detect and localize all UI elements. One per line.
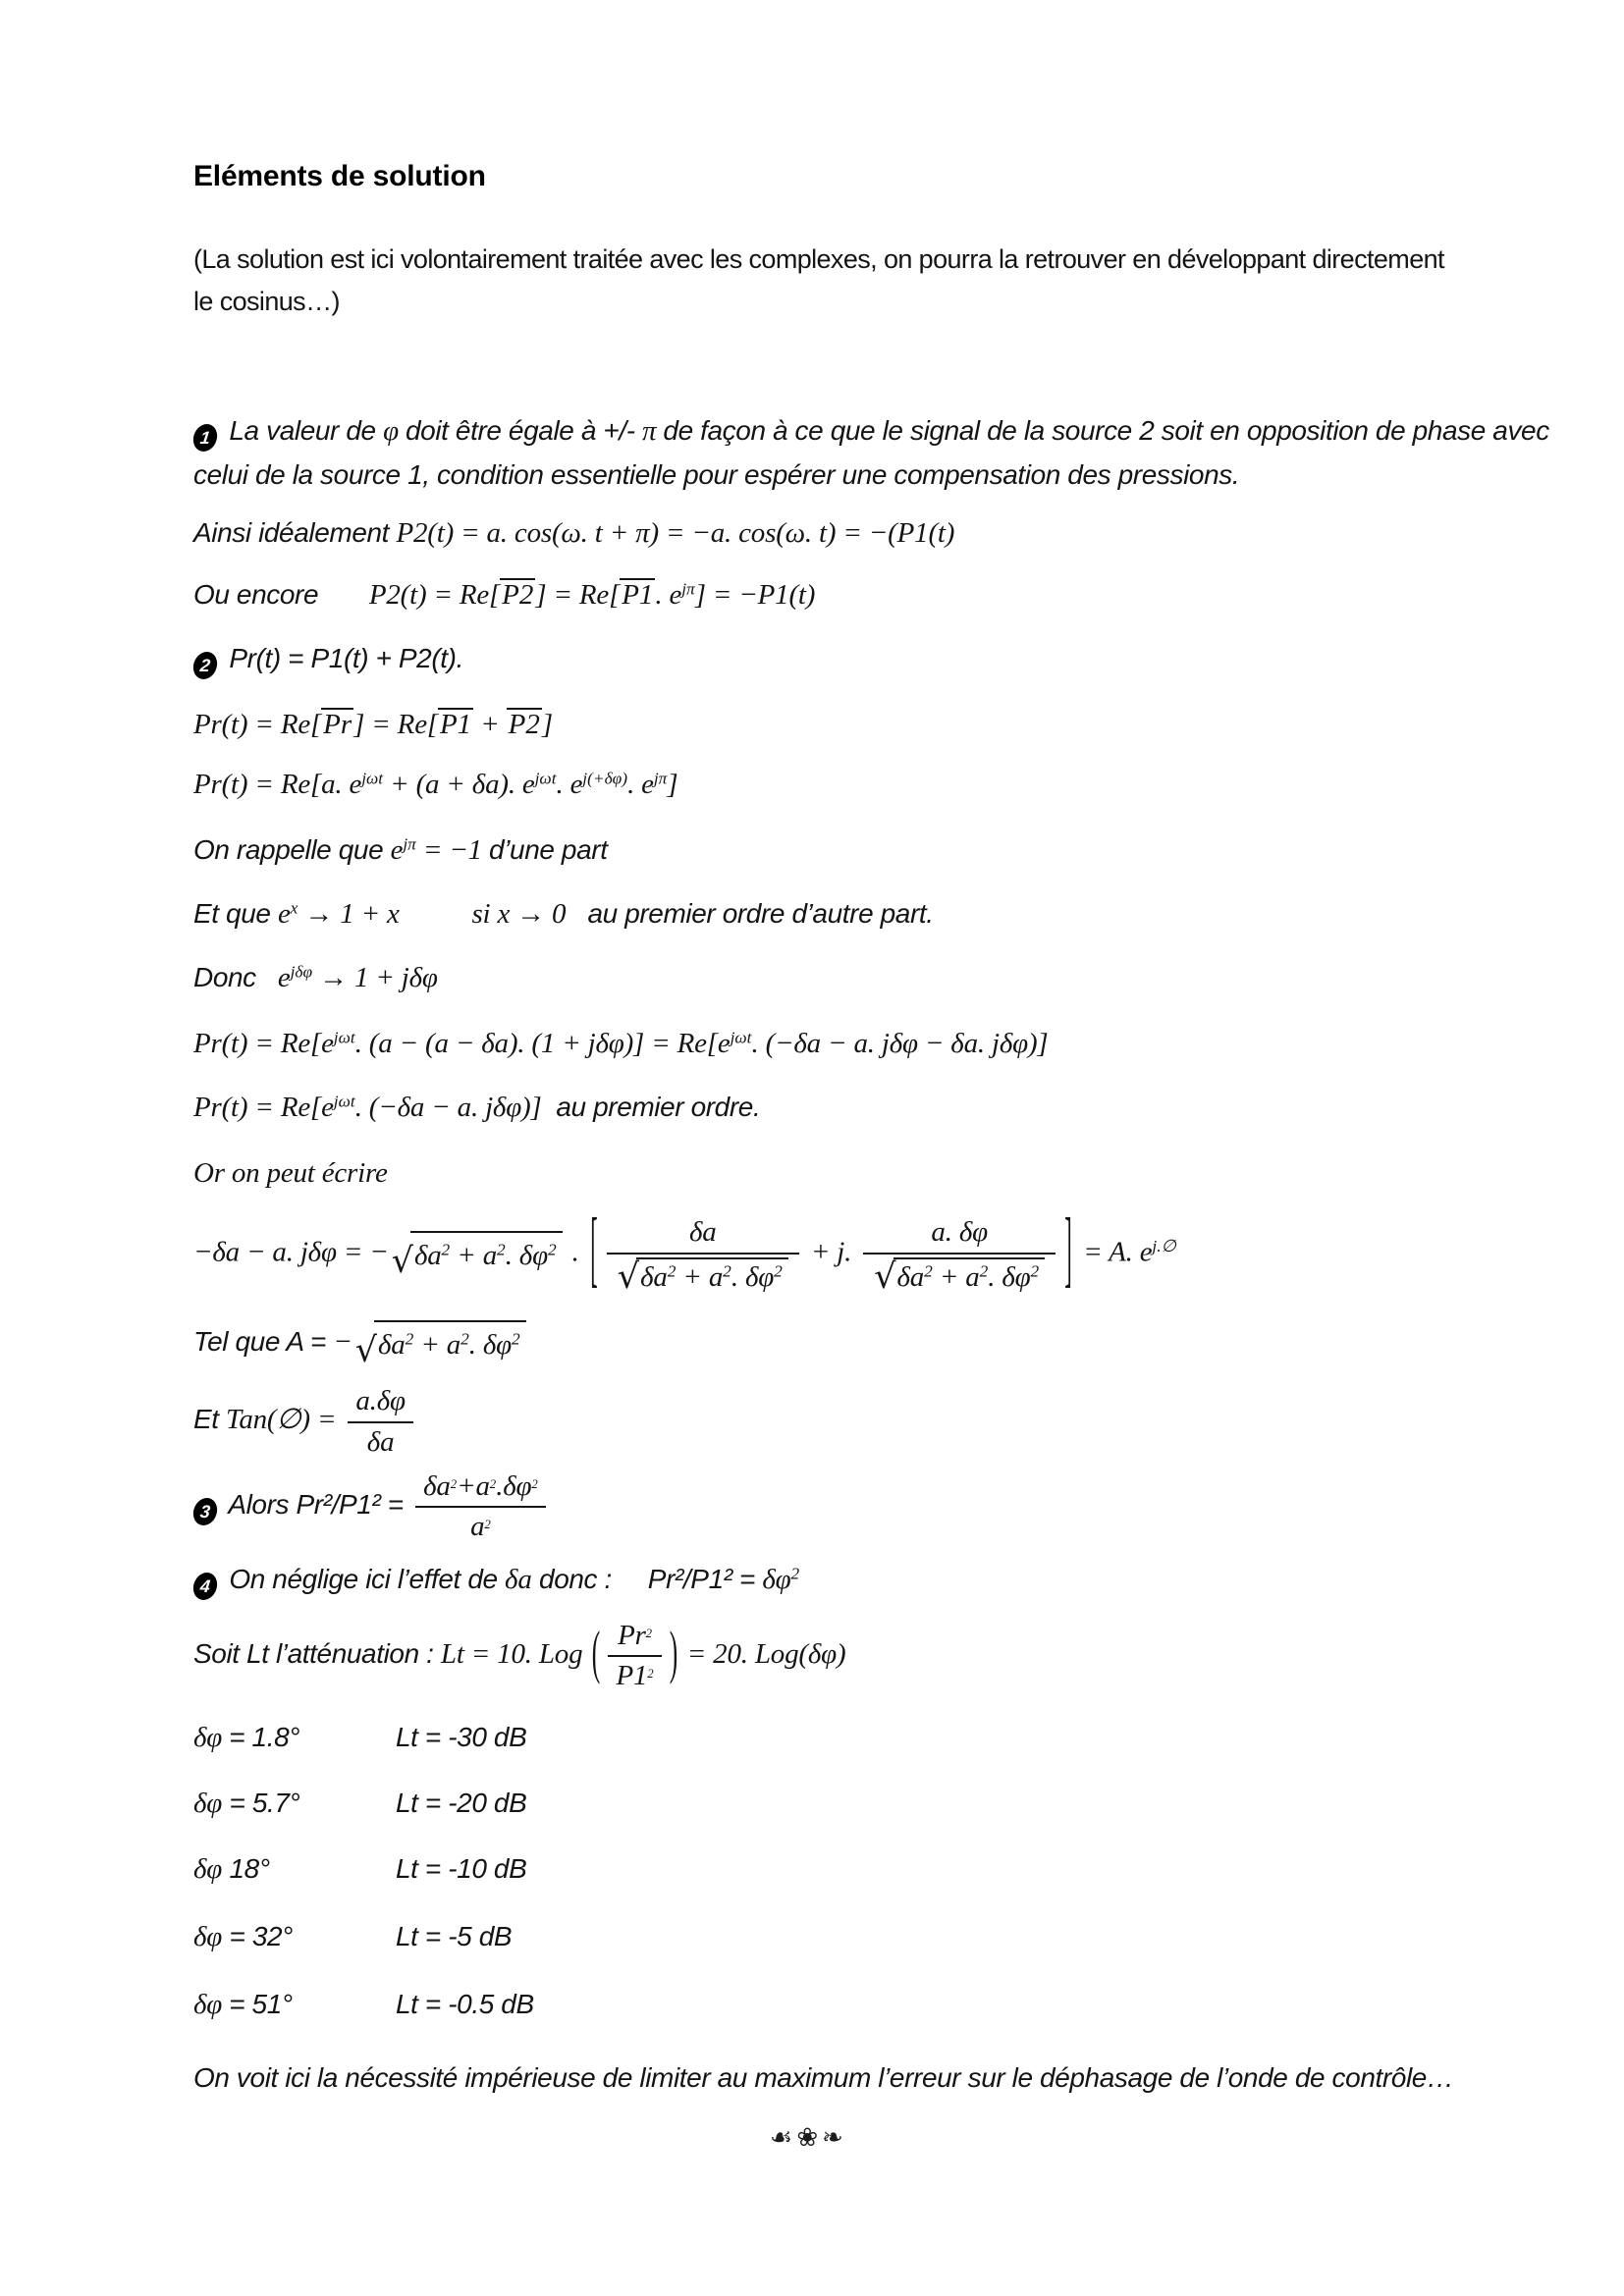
math-text: δa xyxy=(688,1216,717,1248)
body-text: Lt = -20 dB xyxy=(396,1788,527,1819)
body-text: Soit Lt l’atténuation : xyxy=(193,1637,441,1669)
superscript: 2 xyxy=(511,1329,520,1349)
body-text: au premier ordre. xyxy=(541,1092,761,1122)
fraction xyxy=(348,1385,412,1459)
math-text: Or on peut écrire xyxy=(193,1157,388,1189)
body-text xyxy=(400,898,472,929)
math-text: Pr(t) = Re[ xyxy=(193,709,322,740)
bullet-number: 1 xyxy=(191,424,218,452)
superscript: 2 xyxy=(460,1329,469,1349)
body-text: On rappelle que xyxy=(193,834,391,865)
math-text: . e xyxy=(556,769,583,800)
body-text: doit être égale à +/- xyxy=(405,415,643,446)
fraction-numerator xyxy=(415,1470,546,1508)
body-text: = 5.7° xyxy=(222,1788,300,1819)
body-text: Lt = -0.5 dB xyxy=(396,1989,534,2020)
math-text: = 20. Log(δφ) xyxy=(679,1637,846,1670)
value-cell xyxy=(193,1716,396,1760)
math-text: = A. e xyxy=(1076,1236,1153,1268)
math-text: Pr(t) = Re[e xyxy=(193,1092,334,1123)
overline-term: P1 xyxy=(439,709,472,740)
body-text: = 32° xyxy=(222,1921,293,1952)
math-text: ] xyxy=(667,769,678,800)
superscript: jωt xyxy=(333,1092,355,1111)
math-text: δa xyxy=(378,1329,406,1362)
body-text: Alors Pr²/P1² = xyxy=(222,1488,411,1520)
superscript: 2 xyxy=(497,1240,506,1259)
superscript: 2 xyxy=(979,1261,989,1281)
body-text: Lt = -10 dB xyxy=(396,1853,527,1885)
math-text: = −1 xyxy=(415,834,490,866)
big-bracket: ] xyxy=(1064,1202,1072,1297)
superscript: 2 xyxy=(547,1240,557,1259)
math-text: δa xyxy=(505,1563,532,1595)
math-text: Pr xyxy=(618,1619,646,1651)
body-text: La valeur de xyxy=(222,415,384,446)
superscript: 2 xyxy=(645,1626,653,1640)
fraction-denominator xyxy=(608,1657,661,1692)
body-text: Tel que A = xyxy=(193,1325,334,1357)
math-text: P2(t) = Re[ xyxy=(368,579,501,611)
doc-line-prexp xyxy=(193,763,1506,807)
math-text: a.δφ xyxy=(355,1385,406,1417)
doc-line-v2 xyxy=(193,1782,1506,1826)
math-text: a xyxy=(470,1511,485,1543)
math-text: .δφ xyxy=(496,1469,532,1502)
superscript: 2 xyxy=(774,1261,783,1281)
doc-line-ouencore xyxy=(193,573,1506,617)
superscript: jπ xyxy=(653,769,668,788)
radical-sign: √ xyxy=(874,1257,896,1298)
body-text: Donc xyxy=(193,962,278,992)
intro-line-2 xyxy=(193,281,1506,323)
doc-line-p1a xyxy=(193,409,1549,454)
doc-line-rappelle xyxy=(193,828,1506,873)
floral-ornament-icon: ☙❀❧ xyxy=(770,2123,847,2154)
fraction-denominator xyxy=(607,1255,799,1298)
math-text: e xyxy=(277,962,291,993)
body-text: Ainsi idéalement xyxy=(193,517,397,548)
superscript: 2 xyxy=(924,1261,933,1281)
superscript: jωt xyxy=(333,1028,355,1047)
fraction-numerator xyxy=(608,1620,661,1657)
page-title xyxy=(193,155,1506,199)
footer-ornament xyxy=(152,2116,1465,2160)
superscript: j.∅ xyxy=(1152,1237,1176,1256)
fraction-numerator xyxy=(348,1385,412,1422)
bullet-number: 2 xyxy=(191,652,218,679)
math-text: + a xyxy=(932,1260,980,1293)
math-text: δφ xyxy=(193,1853,223,1886)
fraction xyxy=(607,1215,799,1298)
doc-line-prord xyxy=(193,1086,1506,1130)
math-text: . (−δa − a. jδφ)] xyxy=(354,1092,542,1123)
math-text: φ xyxy=(383,415,406,447)
math-text: a. δφ xyxy=(931,1216,988,1248)
body-text: On voit ici la nécessité impérieuse de limiter au maximum l’erreur sur le déphasage de l’onde de contrôle… xyxy=(193,2062,1454,2094)
doc-line-ettan xyxy=(193,1385,1506,1459)
doc-line-v5 xyxy=(193,1983,1506,2027)
doc-line-prre xyxy=(193,703,1506,747)
math-text: δφ xyxy=(193,1989,230,2021)
doc-line-v1 xyxy=(193,1716,1506,1760)
math-text: . e xyxy=(655,579,682,611)
superscript: jωt xyxy=(534,769,557,788)
radical-sign: √ xyxy=(354,1330,377,1370)
bullet-number: 4 xyxy=(191,1573,218,1600)
math-text: + xyxy=(473,709,507,740)
radical-sign: √ xyxy=(617,1257,640,1298)
math-text: . δφ xyxy=(731,1260,775,1293)
overline-term: P2 xyxy=(508,709,540,740)
math-text: δφ xyxy=(193,1921,223,1953)
doc-line-v3 xyxy=(193,1847,1506,1892)
superscript: 2 xyxy=(441,1240,451,1259)
superscript: 2 xyxy=(484,1518,491,1532)
value-cell xyxy=(193,1847,396,1892)
big-paren: ( xyxy=(592,1620,601,1685)
radicand xyxy=(374,1320,526,1367)
math-text: → 1 + x xyxy=(298,898,400,930)
math-text: Lt = 10. Log xyxy=(440,1637,590,1670)
body-text: Et que xyxy=(193,898,278,929)
superscript: 2 xyxy=(647,1666,654,1681)
math-text: − xyxy=(333,1325,352,1358)
math-text: −δa − a. jδφ = − xyxy=(193,1236,389,1268)
math-text: + a xyxy=(676,1260,724,1293)
math-text: π xyxy=(642,415,664,447)
body-text: Pr(t) = P1(t) + P2(t). xyxy=(222,643,463,673)
overline-term: Pr xyxy=(323,709,352,740)
fraction-numerator xyxy=(607,1215,799,1255)
superscript: 2 xyxy=(723,1261,731,1281)
math-text: . (a − (a − δa). (1 + jδφ)] = Re[e xyxy=(354,1028,731,1059)
math-text: . e xyxy=(627,769,654,800)
square-root xyxy=(617,1257,788,1298)
doc-line-neglige xyxy=(193,1558,1506,1602)
math-text: Pr(t) = Re[e xyxy=(193,1028,334,1059)
body-text: Lt = -30 dB xyxy=(396,1722,527,1753)
doc-line-oron xyxy=(193,1151,1506,1196)
superscript: jπ xyxy=(403,834,416,854)
superscript: 2 xyxy=(450,1476,458,1491)
fraction-denominator xyxy=(348,1423,412,1459)
math-text: + a xyxy=(450,1240,498,1272)
doc-line-prfull xyxy=(193,1022,1506,1066)
intro-text-1: (La solution est ici volontairement traitée avec les complexes, on pourra la retrouver en développant directement xyxy=(193,244,1444,274)
overline-term: P1 xyxy=(622,579,654,611)
body-text: d’une part xyxy=(489,834,608,865)
doc-line-closing xyxy=(193,2056,1506,2101)
math-text: δa xyxy=(366,1425,395,1458)
body-text: de façon à ce que le signal de la source 2 soit en opposition de phase avec xyxy=(663,415,1549,446)
doc-line-v4 xyxy=(193,1915,1506,1959)
value-cell xyxy=(193,1915,396,1959)
overline-term: P2 xyxy=(502,579,534,611)
body-text: Et xyxy=(193,1403,227,1434)
doc-line-etque xyxy=(193,892,1506,936)
doc-line-b2 xyxy=(193,637,1506,681)
body-text: Ou encore xyxy=(193,579,369,610)
math-text: . δφ xyxy=(988,1260,1031,1293)
body-text: = 1.8° xyxy=(229,1722,300,1753)
doc-line-alors xyxy=(193,1470,1506,1544)
square-root xyxy=(354,1320,526,1370)
radical-sign: √ xyxy=(391,1242,413,1282)
math-text: . (−δa − a. jδφ − δa. jδφ)] xyxy=(751,1028,1049,1059)
math-text: Tan(∅) = xyxy=(226,1403,344,1435)
intro-line-1 xyxy=(193,239,1506,281)
square-root xyxy=(874,1257,1045,1298)
superscript: x xyxy=(290,898,298,918)
math-text: ] = Re[ xyxy=(535,579,621,611)
math-text: . δφ xyxy=(505,1240,548,1272)
doc-line-soitlt xyxy=(193,1620,1506,1693)
page-title-text: Eléments de solution xyxy=(193,160,486,192)
fraction xyxy=(608,1620,661,1693)
math-text: δa xyxy=(896,1260,925,1293)
math-text: . xyxy=(565,1236,586,1268)
doc-line-donc xyxy=(193,956,1506,1000)
math-text: e xyxy=(390,834,404,866)
superscript: jπ xyxy=(681,579,695,599)
body-text: 18° xyxy=(222,1853,270,1885)
math-text: + j. xyxy=(803,1236,859,1268)
math-text: ] = −P1(t) xyxy=(694,579,816,611)
superscript: 2 xyxy=(790,1564,800,1582)
radicand xyxy=(410,1231,563,1278)
math-text: e xyxy=(277,898,291,930)
body-text: Lt = -5 dB xyxy=(396,1921,513,1952)
math-text: δφ xyxy=(193,1788,223,1820)
math-text: si x → 0 xyxy=(471,898,567,930)
superscript: 2 xyxy=(667,1261,677,1281)
math-text: δa xyxy=(640,1260,668,1293)
superscript: 2 xyxy=(489,1476,497,1491)
math-text: . δφ xyxy=(468,1329,512,1362)
math-text: δa xyxy=(423,1469,451,1502)
math-text: ] xyxy=(541,709,553,740)
intro-text-2: le cosinus…) xyxy=(193,287,340,316)
big-paren: ) xyxy=(669,1620,677,1685)
body-text: donc : Pr²/P1² = xyxy=(531,1563,763,1594)
superscript: 2 xyxy=(1030,1261,1040,1281)
body-text: On néglige ici l’effet de xyxy=(222,1563,506,1594)
fraction-denominator xyxy=(863,1255,1056,1298)
superscript: 2 xyxy=(405,1329,414,1349)
math-text: δφ xyxy=(762,1563,791,1595)
fraction-numerator xyxy=(863,1215,1056,1255)
radicand xyxy=(636,1257,788,1295)
fraction xyxy=(863,1215,1056,1298)
doc-line-ainsi xyxy=(193,511,1506,556)
fraction-denominator xyxy=(415,1508,546,1543)
doc-line-telque xyxy=(193,1320,1506,1368)
doc-line-p1b xyxy=(193,454,1506,498)
math-text: ] = Re[ xyxy=(353,709,438,740)
math-text: + a xyxy=(413,1329,461,1362)
math-text: + (a + δa). e xyxy=(383,769,535,800)
radicand xyxy=(893,1257,1046,1295)
superscript: j(+δφ) xyxy=(582,769,628,788)
body-text: = 51° xyxy=(229,1989,293,2020)
math-text: P2(t) = a. cos(ω. t + π) = −a. cos(ω. t) = −(P1(t) xyxy=(396,517,955,549)
superscript: jωt xyxy=(730,1028,752,1047)
superscript: 2 xyxy=(531,1476,538,1491)
value-cell xyxy=(193,1782,396,1826)
square-root xyxy=(391,1231,563,1282)
math-text: Pr(t) = Re[a. e xyxy=(193,769,362,800)
math-text: P1 xyxy=(616,1659,648,1691)
bullet-number: 3 xyxy=(191,1498,218,1525)
math-text: δa xyxy=(413,1240,442,1272)
superscript: jδφ xyxy=(290,962,313,982)
math-text: → 1 + jδφ xyxy=(312,962,438,993)
math-text: δφ xyxy=(193,1722,230,1754)
math-text: +a xyxy=(457,1469,490,1502)
big-bracket: [ xyxy=(590,1202,598,1297)
value-cell xyxy=(193,1983,396,2027)
superscript: jωt xyxy=(361,769,384,788)
doc-line-bigeq xyxy=(193,1202,1506,1298)
body-text: au premier ordre d’autre part. xyxy=(566,898,934,929)
body-text: celui de la source 1, condition essentielle pour espérer une compensation des pressions. xyxy=(193,459,1240,490)
document-body-lines xyxy=(193,409,1549,2101)
fraction xyxy=(415,1470,546,1544)
